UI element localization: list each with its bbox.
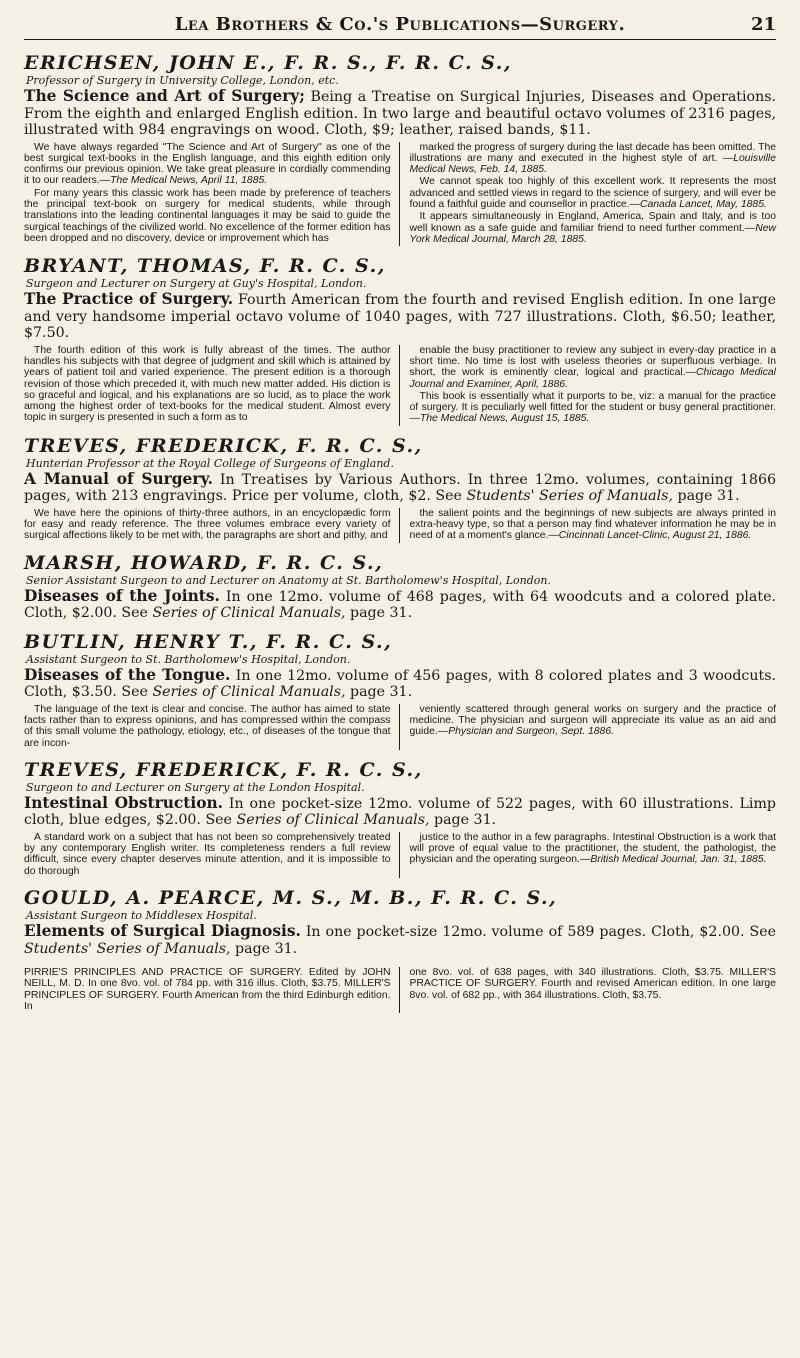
review-column xyxy=(24,142,400,247)
entries-list xyxy=(24,52,776,957)
review-column xyxy=(410,345,777,426)
review-text: The language of the text is clear and concise. The author has aimed to state facts rather than to express opinions, and has compressed within the compass of this small volume the pathology, etiology, etc., of diseases of the tongue that are incon- xyxy=(24,703,391,749)
review-text: The fourth edition of this work is fully abreast of the times. The author handles his subjects with that degree of judgment and skill which is attained by years of patient toil and varied experience. The present edition is a thorough revision of those which preceded it, with much new matter added. His diction is so graceful and logical, and his explanations are so lucid, as to place the work among the highest order of text-books for the medical student. Almost every topic in surgery is presented in such a form as to xyxy=(24,344,391,424)
series-ref: Series of Clinical Manuals, xyxy=(152,605,346,622)
book-description xyxy=(24,667,776,701)
review-paragraph xyxy=(410,345,777,390)
review-column xyxy=(410,832,777,878)
review-column xyxy=(24,704,400,750)
review-text: justice to the author in a few paragraphs. Intestinal Obstruction is a work that will prove of equal value to the practitioner, the student, the pathologist, the physician and the operating surgeon.— xyxy=(409,831,776,866)
book-entry xyxy=(24,887,776,957)
reviews xyxy=(24,345,776,426)
review-paragraph xyxy=(410,832,777,866)
review-text: A standard work on a subject that has not been so comprehensively treated by any contemporary English writer. Its completeness renders a full review difficult, since every chapter deserves minute attention, and it is impossible to do thorough xyxy=(24,831,391,877)
author-position: Professor of Surgery in University College, London, etc. xyxy=(26,74,339,87)
review-source: Cincinnati Lancet-Clinic, August 21, 1886. xyxy=(558,530,752,542)
review-paragraph xyxy=(410,391,777,425)
book-details: In one 12mo. volume of 468 pages, with 64 woodcuts and a colored plate. Cloth, $2.00. See xyxy=(24,588,776,622)
review-paragraph xyxy=(410,211,777,245)
book-details: In Treatises by Various Authors. In three 12mo. volumes, containing 1866 pages, with 213 engravings. Price per volume, cloth, $2. See xyxy=(24,471,777,505)
series-page: page 31. xyxy=(345,684,413,701)
series-ref: Series of Clinical Manuals, xyxy=(236,812,430,829)
book-description xyxy=(24,471,776,505)
book-entry xyxy=(24,255,776,426)
author-name: BUTLIN, HENRY T., F. R. C. S., xyxy=(24,630,393,653)
footer-left-text: PIRRIE'S PRINCIPLES AND PRACTICE OF SURGERY. Edited by JOHN NEILL, M. D. In one 8vo. vol. of 784 pp. with 316 illus. Cloth, $3.75. MILLER'S PRINCIPLES OF SURGERY. Fourth American from the third Edinburgh edition. In xyxy=(24,967,391,1012)
series-ref: Students' Series of Manuals, xyxy=(24,940,231,957)
review-column xyxy=(410,142,777,247)
author-name: ERICHSEN, JOHN E., F. R. S., F. R. C. S., xyxy=(24,52,512,74)
review-paragraph xyxy=(24,142,391,187)
reviews xyxy=(24,142,776,247)
book-description xyxy=(24,291,776,342)
footer-right-text: one 8vo. vol. of 638 pages, with 340 illustrations. Cloth, $3.75. MILLER'S PRACTICE OF SURGERY. Fourth and revised American edition. In one large 8vo. vol. of 682 pp., with 364 illustrations. Cloth, $3.75. xyxy=(409,967,776,1001)
review-paragraph xyxy=(410,142,777,176)
book-title: Diseases of the Tongue. xyxy=(24,665,231,684)
review-text: We cannot speak too highly of this excellent work. It represents the most advanced and settled views in regard to the science of surgery, and will ever be found a faithful guide and counsellor in practice.— xyxy=(409,176,776,210)
review-column xyxy=(24,508,400,543)
author-position: Assistant Surgeon to St. Bartholomew's Hospital, London. xyxy=(26,652,351,666)
review-source: Louisville Medical News, Feb. 14, 1885. xyxy=(409,152,776,176)
review-text: We have here the opinions of thirty-three authors, in an encyclopædic form for easy and ready reference. The three volumes embrace every variety of surgical affections likely to be met with, the paragraphs are short and pithy, and xyxy=(24,507,391,542)
running-head-title: Lea Brothers & Co.'s Publications—Surgery. xyxy=(174,14,626,35)
author-position: Surgeon and Lecturer on Surgery at Guy's Hospital, London. xyxy=(26,277,367,291)
book-entry xyxy=(24,759,776,878)
series-page: page 31. xyxy=(672,488,740,505)
book-title: The Science and Art of Surgery; xyxy=(24,87,305,105)
review-source: The Medical News, August 15, 1885. xyxy=(419,413,590,425)
author-name: BRYANT, THOMAS, F. R. C. S., xyxy=(24,255,386,278)
review-paragraph xyxy=(24,508,391,542)
review-text: veniently scattered through general works on surgery and the practice of medicine. The physician and surgeon will appreciate its value as an aid and guide.— xyxy=(409,703,776,738)
reviews xyxy=(24,832,776,878)
series-page: page 31. xyxy=(429,812,497,829)
review-source: Canada Lancet, May, 1885. xyxy=(639,198,767,210)
review-column xyxy=(24,832,400,878)
review-source: British Medical Journal, Jan. 31, 1885. xyxy=(590,854,767,866)
footer-right xyxy=(410,967,777,1013)
review-text: marked the progress of surgery during the last decade has been omitted. The illustrations are many and executed in the highest style of art. — xyxy=(409,141,776,164)
review-column xyxy=(410,508,777,543)
book-title: The Practice of Surgery. xyxy=(24,290,234,309)
book-entry xyxy=(24,631,776,750)
review-source: Chicago Medical Journal and Examiner, April, 1886. xyxy=(409,367,776,390)
book-entry xyxy=(24,52,776,246)
review-text: the salient points and the beginnings of new subjects are always printed in extra-heavy type, so that a person may find whatever information he may be in need of at a moment's glance.— xyxy=(409,507,776,542)
review-text: For many years this classic work has been made by preference of teachers the principal text-book on surgery for medical students, while through translations into the leading continental languages it may be said to guide the surgical teachings of the civilized world. No excellence of the former edition has been dropped and no discovery, device or improvement which has xyxy=(24,187,391,244)
review-paragraph xyxy=(24,345,391,424)
book-description xyxy=(24,588,776,622)
reviews xyxy=(24,704,776,750)
review-paragraph xyxy=(410,704,777,738)
book-details: Fourth American from the fourth and revised English edition. In one large and very handsome imperial octavo volume of 1040 pages, with 727 illustrations. Cloth, $6.50; leather, $7.50. xyxy=(24,292,776,342)
book-details: In one pocket-size 12mo. volume of 589 pages. Cloth, $2.00. See xyxy=(300,924,776,941)
review-paragraph xyxy=(24,188,391,244)
book-entry xyxy=(24,435,776,543)
author-position: Assistant Surgeon to Middlesex Hospital. xyxy=(26,909,257,923)
book-title: A Manual of Surgery. xyxy=(24,469,213,488)
author-name: GOULD, A. PEARCE, M. S., M. B., F. R. C. S., xyxy=(24,887,558,910)
author-position: Hunterian Professor at the Royal College of Surgeons of England. xyxy=(26,456,394,470)
author-position: Senior Assistant Surgeon to and Lecturer on Anatomy at St. Bartholomew's Hospital, London. xyxy=(26,573,552,587)
book-details: In one 12mo. volume of 456 pages, with 8 colored plates and 3 woodcuts. Cloth, $3.50. See xyxy=(24,667,776,701)
book-entry xyxy=(24,552,776,622)
review-paragraph xyxy=(24,832,391,877)
book-title: Diseases of the Joints. xyxy=(24,586,220,605)
series-ref: Students' Series of Manuals, xyxy=(466,488,673,505)
review-text: enable the busy practitioner to review any subject in every-day practice in a short time. No time is lost with useless theories or superfluous verbiage. In short, the work is eminently clear, logical and practical.— xyxy=(409,344,776,379)
review-paragraph xyxy=(410,176,777,210)
review-source: The Medical News, April 11, 1885. xyxy=(110,175,268,187)
book-description xyxy=(24,88,776,139)
footer-notes xyxy=(24,967,776,1013)
review-text: We have always regarded "The Science and Art of Surgery" as one of the best surgical text-books in the English language, and this eighth edition only confirms our previous opinion. We take great pleasure in cordially commending it to our readers.— xyxy=(24,141,391,187)
review-paragraph xyxy=(24,704,391,749)
running-head xyxy=(24,14,776,40)
series-page: page 31. xyxy=(230,940,298,957)
author-name: MARSH, HOWARD, F. R. C. S., xyxy=(24,551,384,574)
book-title: Intestinal Obstruction. xyxy=(24,793,224,812)
review-paragraph xyxy=(410,508,777,542)
review-text: It appears simultaneously in England, America, Spain and Italy, and is too well known as a safe guide and familiar friend to need further comment.— xyxy=(409,211,776,234)
series-page: page 31. xyxy=(345,605,413,622)
author-name: TREVES, FREDERICK, F. R. C. S., xyxy=(24,434,423,457)
review-source: New York Medical Journal, March 28, 1885. xyxy=(409,222,776,245)
series-ref: Series of Clinical Manuals, xyxy=(152,684,346,701)
footer-left xyxy=(24,967,400,1013)
author-position: Surgeon to and Lecturer on Surgery at the London Hospital. xyxy=(26,780,365,794)
book-description xyxy=(24,795,776,829)
book-title: Elements of Surgical Diagnosis. xyxy=(24,922,301,941)
author-name: TREVES, FREDERICK, F. R. C. S., xyxy=(24,758,423,781)
page xyxy=(24,0,776,1013)
reviews xyxy=(24,508,776,543)
review-column xyxy=(410,704,777,750)
book-details: Being a Treatise on Surgical Injuries, Diseases and Operations. From the eighth and enlarged English edition. In two large and beautiful octavo volumes of 2316 pages, illustrated with 984 engravings on wood. Cloth, $9; leather, raised bands, $11. xyxy=(24,89,776,138)
book-details: In one pocket-size 12mo. volume of 522 pages, with 60 illustrations. Limp cloth, blue edges, $2.00. See xyxy=(24,795,776,829)
book-description xyxy=(24,923,776,957)
review-text: This book is essentially what it purports to be, viz: a manual for the practice of surgery. It is peculiarly well fitted for the student or busy general practitioner.— xyxy=(409,390,776,425)
page-number: 21 xyxy=(750,14,776,35)
review-source: Physician and Surgeon, Sept. 1886. xyxy=(448,726,614,738)
review-column xyxy=(24,345,400,426)
